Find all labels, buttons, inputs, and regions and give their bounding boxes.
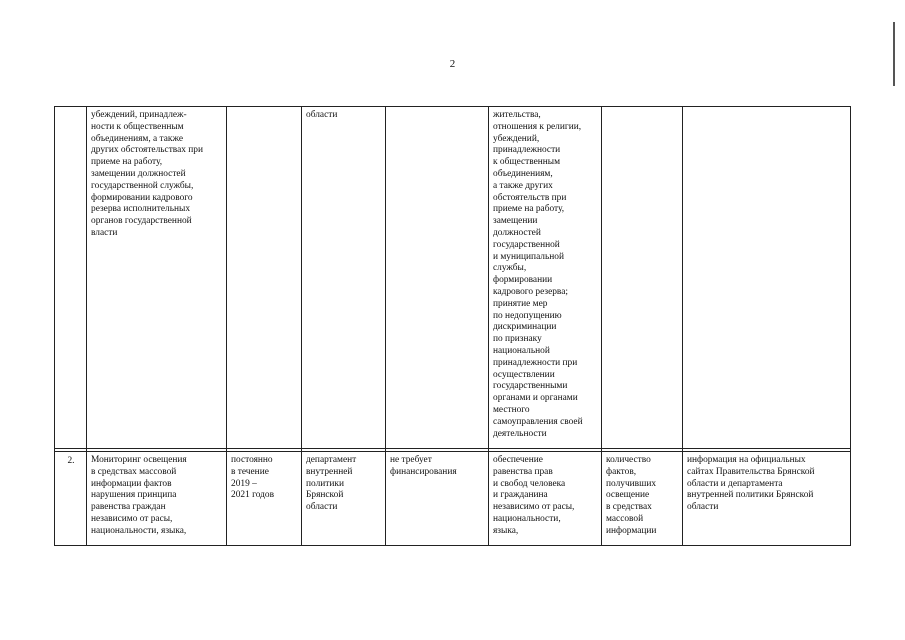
- executor-text: департамент внутренней политики Брянской области: [306, 455, 357, 513]
- measure-cell: [87, 107, 227, 449]
- result-cell: [489, 452, 602, 546]
- reporting-cell: [683, 107, 851, 449]
- measures-table: [54, 106, 851, 546]
- table-row: [55, 107, 851, 449]
- executor-cell: [302, 452, 386, 546]
- financing-cell: [386, 452, 489, 546]
- table-row: [55, 452, 851, 546]
- term-cell: [227, 452, 302, 546]
- financing-text: не требует финансирования: [390, 455, 457, 477]
- result-text: жительства, отношения к религии, убеждений, принадлежности к общественным объединениям, а также других обстоятельств при приеме на работу, замещении должностей государственной и муниципальной службы, формировании кадрового резерва; принятие мер по недопущению дискриминации по признаку национальной принадлежности при осуществлении государственными органами и органами местного самоуправления своей деятельности: [493, 110, 583, 439]
- reporting-cell: [683, 452, 851, 546]
- row-number-cell: [55, 107, 87, 449]
- indicator-text: количество фактов, получивших освещение в средствах массовой информации: [606, 455, 657, 536]
- executor-text: области: [306, 110, 338, 120]
- financing-cell: [386, 107, 489, 449]
- result-cell: [489, 107, 602, 449]
- result-text: обеспечение равенства прав и свобод человека и гражданина независимо от расы, национальности, языка,: [493, 455, 575, 536]
- measure-cell: [87, 452, 227, 546]
- term-cell: [227, 107, 302, 449]
- indicator-cell: [602, 452, 683, 546]
- executor-cell: [302, 107, 386, 449]
- page-number: 2: [449, 58, 456, 70]
- reporting-text: информация на официальных сайтах Правительства Брянской области и департамента внутренней политики Брянской области: [687, 455, 815, 513]
- row-number: [59, 110, 83, 111]
- term-text: постоянно в течение 2019 – 2021 годов: [231, 455, 275, 501]
- measure-text: Мониторинг освещения в средствах массовой информации фактов нарушения принципа равенства граждан независимо от расы, национальности, языка,: [91, 455, 187, 536]
- indicator-cell: [602, 107, 683, 449]
- measure-text: убеждений, принадлеж- ности к общественным объединениям, а также других обстоятельствах при приеме на работу, замещении должностей государственной службы, формировании кадрового резерва исполнительных органов государственной власти: [91, 110, 204, 238]
- scan-edge-mark: [893, 22, 895, 86]
- row-number-cell: [55, 452, 87, 546]
- row-number: 2.: [67, 456, 75, 466]
